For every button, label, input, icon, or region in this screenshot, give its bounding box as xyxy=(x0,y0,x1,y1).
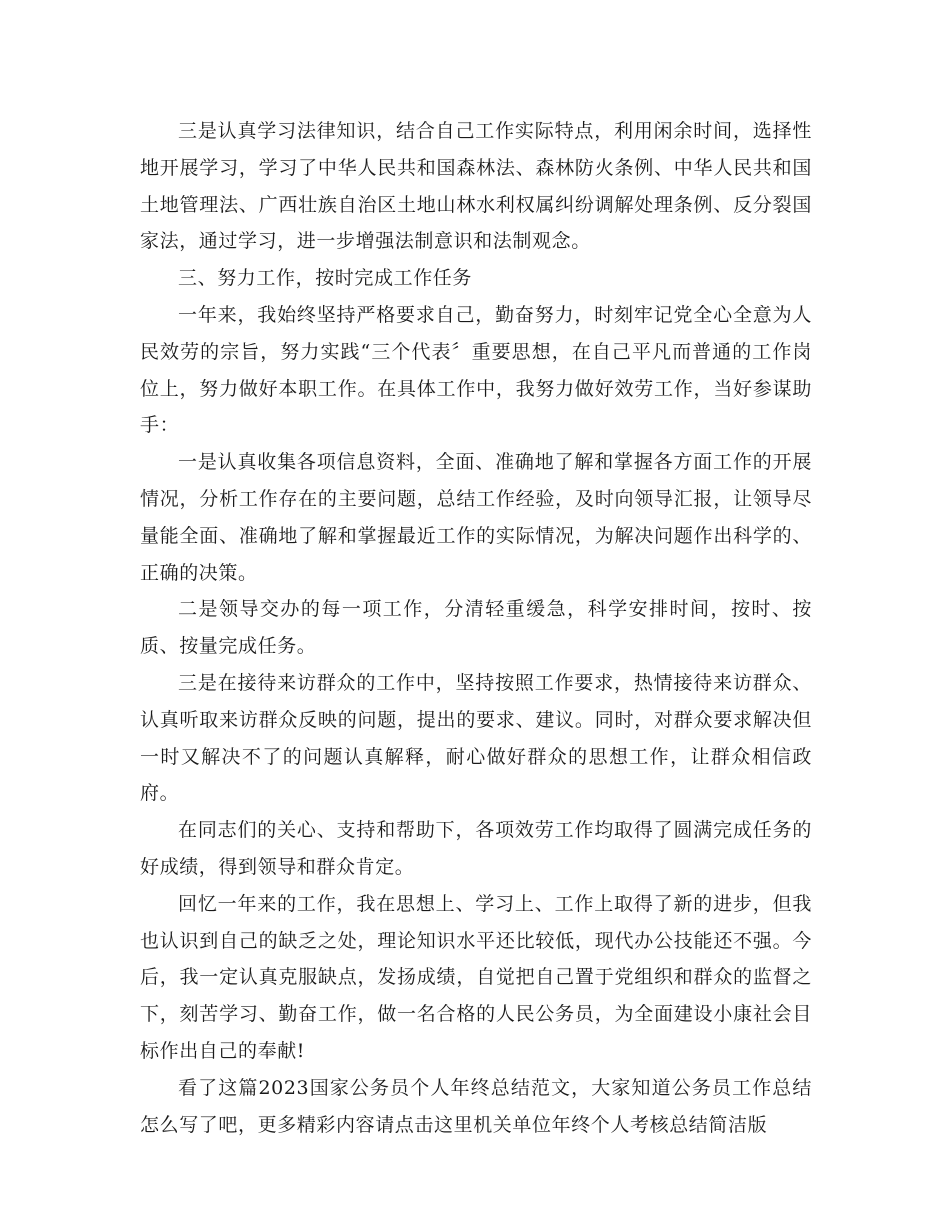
section-heading-work: 三、努力工作，按时完成工作任务 xyxy=(178,267,473,290)
paragraph-info-collection: 一是认真收集各项信息资料，全面、准确地了解和掌握各方面工作的开展情况，分析工作存在的主要问题，总结工作经验，及时向领导汇报，让领导尽量能全面、准确地了解和掌握最近工作的实际情况，为解决问题作出科学的、正确的决策。 xyxy=(140,451,812,584)
paragraph-closing-link: 看了这篇2023国家公务员个人年终总结范文，大家知道公务员工作总结怎么写了吧，更多精彩内容请点击这里机关单位年终个人考核总结简洁版 xyxy=(140,1076,812,1136)
paragraph-year-overview: 一年来，我始终坚持严格要求自己，勤奋努力，时刻牢记党全心全意为人民效劳的宗旨，努力实践“三个代表〞重要思想，在自己平凡而普通的工作岗位上，努力做好本职工作。在具体工作中，我努力做好效劳工作，当好参谋助手： xyxy=(140,303,812,437)
paragraph-receiving-visitors: 三是在接待来访群众的工作中，坚持按照工作要求，热情接待来访群众、认真听取来访群众反映的问题，提出的要求、建议。同时，对群众要求解决但一时又解决不了的问题认真解释，耐心做好群众的思想工作，让群众相信政府。 xyxy=(140,671,812,805)
paragraph-legal-study: 三是认真学习法律知识，结合自己工作实际特点，利用闲余时间，选择性地开展学习，学习了中华人民共和国森林法、森林防火条例、中华人民共和国土地管理法、广西壮族自治区土地山林水利权属纠纷调解处理条例、反分裂国家法，通过学习，进一步增强法制意识和法制观念。 xyxy=(140,120,812,253)
paragraph-achievements: 在同志们的关心、支持和帮助下，各项效劳工作均取得了圆满完成任务的好成绩，得到领导和群众肯定。 xyxy=(140,819,812,878)
document-body xyxy=(140,113,812,1143)
paragraph-assigned-tasks: 二是领导交办的每一项工作，分清轻重缓急，科学安排时间，按时、按质、按量完成任务。 xyxy=(140,598,812,658)
paragraph-reflection: 回忆一年来的工作，我在思想上、学习上、工作上取得了新的进步，但我也认识到自己的缺乏之处，理论知识水平还比较低，现代办公技能还不强。今后，我一定认真克服缺点，发扬成绩，自觉把自己置于党组织和群众的监督之下，刻苦学习、勤奋工作，做一名合格的人民公务员，为全面建设小康社会目标作出自己的奉献! xyxy=(140,892,812,1062)
